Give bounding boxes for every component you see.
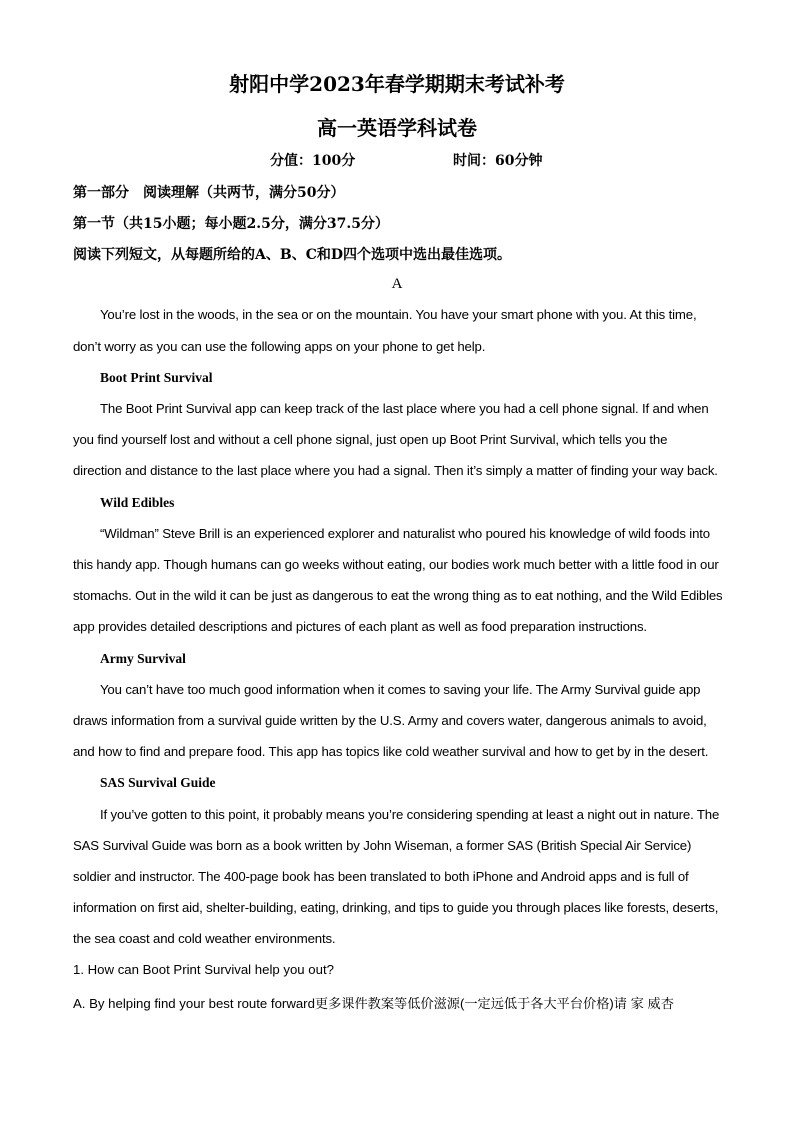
passage-line: the sea coast and cold weather environments. <box>73 931 336 946</box>
passage-line: SAS Survival Guide was born as a book written by John Wiseman, a former SAS (British Special Air Service) <box>73 838 692 853</box>
directions: 阅读下列短文，从每题所给的A、B、C和D四个选项中选出最佳选项。 <box>73 247 511 263</box>
passage-line: app provides detailed descriptions and pictures of each plant as well as food preparation instructions. <box>73 619 647 634</box>
score-info: 分值：100分 <box>270 153 356 169</box>
passage-line: you find yourself lost and without a cell phone signal, just open up Boot Print Survival, which tells you the <box>73 432 668 447</box>
question-stem: 1. How can Boot Print Survival help you out? <box>73 962 334 977</box>
passage-line: and how to find and prepare food. This app has topics like cold weather survival and how to get by in the desert. <box>73 744 709 759</box>
app-heading-army-survival: Army Survival <box>100 651 186 666</box>
exam-title: 射阳中学2023年春学期期末考试补考 <box>229 72 565 96</box>
time-info: 时间：60分钟 <box>453 153 543 169</box>
passage-line: don’t worry as you can use the following apps on your phone to get help. <box>73 339 486 354</box>
passage-line: The Boot Print Survival app can keep track of the last place where you had a cell phone signal. If and when <box>100 401 709 416</box>
section-heading: 第一节（共15小题；每小题2.5分，满分37.5分） <box>73 216 389 232</box>
passage-line: direction and distance to the last place where you had a signal. Then it’s simply a matter of finding your way back. <box>73 463 718 478</box>
passage-line: You’re lost in the woods, in the sea or on the mountain. You have your smart phone with you. At this time, <box>100 307 697 322</box>
passage-line: stomachs. Out in the wild it can be just as dangerous to eat the wrong thing as to eat nothing, and the Wild Edibles <box>73 588 723 603</box>
part-heading: 第一部分 阅读理解（共两节，满分50分） <box>73 185 345 201</box>
app-heading-wild-edibles: Wild Edibles <box>100 495 175 510</box>
passage-label: A <box>391 276 403 292</box>
question-option-a: A. By helping find your best route forward更多课件教案等低价滋源(一定远低于各大平台价格)请 家 威杏 <box>73 996 674 1011</box>
passage-line: If you’ve gotten to this point, it probably means you’re considering spending at least a night out in nature. The <box>100 807 720 822</box>
passage-line: this handy app. Though humans can go weeks without eating, our bodies work much better with a little food in our <box>73 557 719 572</box>
passage-line: soldier and instructor. The 400-page book has been translated to both iPhone and Android apps and is full of <box>73 869 689 884</box>
passage-line: information on first aid, shelter-building, eating, drinking, and tips to guide you through places like forests, deserts, <box>73 900 719 915</box>
passage-line: “Wildman” Steve Brill is an experienced explorer and naturalist who poured his knowledge of wild foods into <box>100 526 710 541</box>
app-heading-sas-survival: SAS Survival Guide <box>100 775 216 790</box>
app-heading-boot-print: Boot Print Survival <box>100 370 213 385</box>
passage-line: You can’t have too much good information when it comes to saving your life. The Army Survival guide app <box>100 682 701 697</box>
exam-subtitle: 高一英语学科试卷 <box>317 116 477 140</box>
passage-line: draws information from a survival guide written by the U.S. Army and covers water, dangerous animals to avoid, <box>73 713 707 728</box>
